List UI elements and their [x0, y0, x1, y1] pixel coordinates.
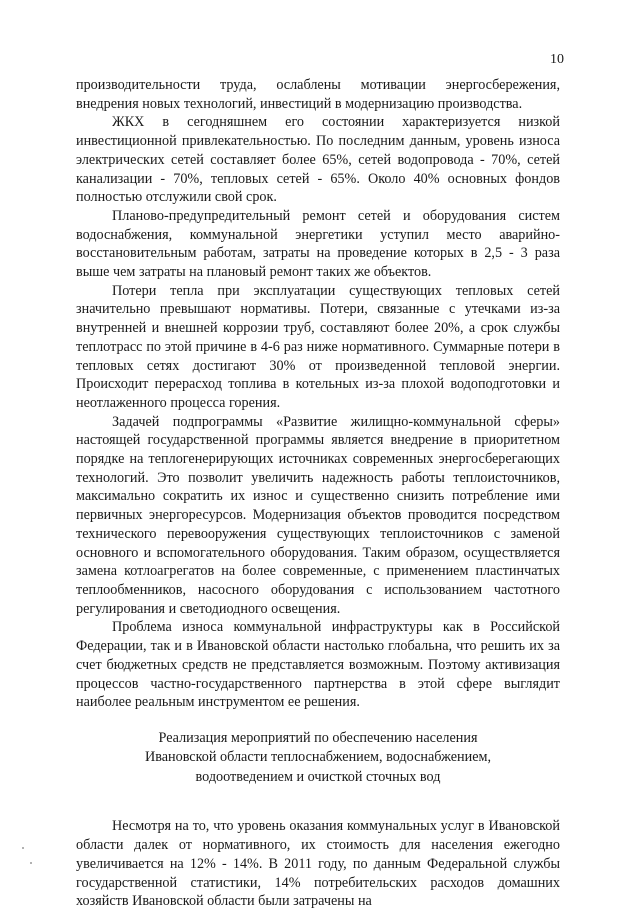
paragraph-infrastructure-wear: Проблема износа коммунальной инфраструктуры как в Российской Федерации, так и в Ивановской области настолько глобальна, что решить их за счет бюджетных средств не представляется возможным. Поэтому активизация процессов частно-государственного партнерства в этой сфере выглядит наиболее реальным инструментом ее решения. [76, 619, 560, 711]
paragraph-subprogram-goal: Задачей подпрограммы «Развитие жилищно-коммунальной сферы» настоящей государственной программы является внедрение в приоритетном порядке на теплогенерирующих источниках современных энергосберегающих технологий. Это позволит увеличить надежность работы теплоисточников, максимально сократить их износ и существенно снизить потребление ими первичных энергоресурсов. Модернизация объектов проводится посредством технического перевооружения существующих теплоисточников с заменой основного и вспомогательного оборудования. Таким образом, осуществляется замена котлоагрегатов на более современные, с применением пластинчатых теплообменников, насосного оборудования с использованием частотного регулирования и светодиодного освещения. [76, 413, 560, 617]
paragraph-heat-losses: Потери тепла при эксплуатации существующих тепловых сетей значительно превышают нормативы. Потери, связанные с утечками из-за внутренней и внешней коррозии труб, составляют более 20%, а срок службы теплотрасс по этой причине в 4-6 раз ниже нормативного. Суммарные потери в тепловых сетях достигают 30% от произведенной тепловой энергии. Происходит перерасход топлива в котельных из-за плохой водоподготовки и неотлаженного процесса горения. [76, 282, 560, 411]
paragraph-service-cost: Несмотря на то, что уровень оказания коммунальных услуг в Ивановской области далек от нормативного, их стоимость для населения ежегодно увеличивается на 12% - 14%. В 2011 году, по данным Федеральной службы государственной статистики, 14% потребительских расходов домашних хозяйств Ивановской области были затрачены на [76, 818, 560, 910]
section-heading-line: водоотведением и очисткой сточных вод [195, 768, 441, 785]
paragraph-preventive-repair: Планово-предупредительный ремонт сетей и оборудования систем водоснабжения, коммунальной энергетики уступил место аварийно-восстановительным работам, затраты на проведение которых в 2,5 - 3 раза выше чем затраты на плановый ремонт таких же объектов. [76, 207, 560, 281]
body-text [76, 76, 560, 911]
section-heading [76, 729, 560, 788]
section-heading-line: Ивановской области теплоснабжением, водоснабжением, [144, 749, 492, 766]
scan-artifact [22, 847, 24, 849]
paragraph-productivity: производительности труда, ослаблены мотивации энергосбережения, внедрения новых технологий, инвестиций в модернизацию производства. [76, 77, 560, 112]
paragraph-housing-utilities-state: ЖКХ в сегодняшнем его состоянии характеризуется низкой инвестиционной привлекательностью. По последним данным, уровень износа электрических сетей составляет более 65%, сетей водопровода - 70%, сетей канализации - 70%, тепловых сетей - 65%. Около 40% основных фондов полностью отслужили свой срок. [76, 114, 560, 206]
scan-artifact [30, 862, 32, 864]
page-number: 10 [550, 52, 564, 67]
section-heading-line: Реализация мероприятий по обеспечению населения [158, 729, 478, 746]
